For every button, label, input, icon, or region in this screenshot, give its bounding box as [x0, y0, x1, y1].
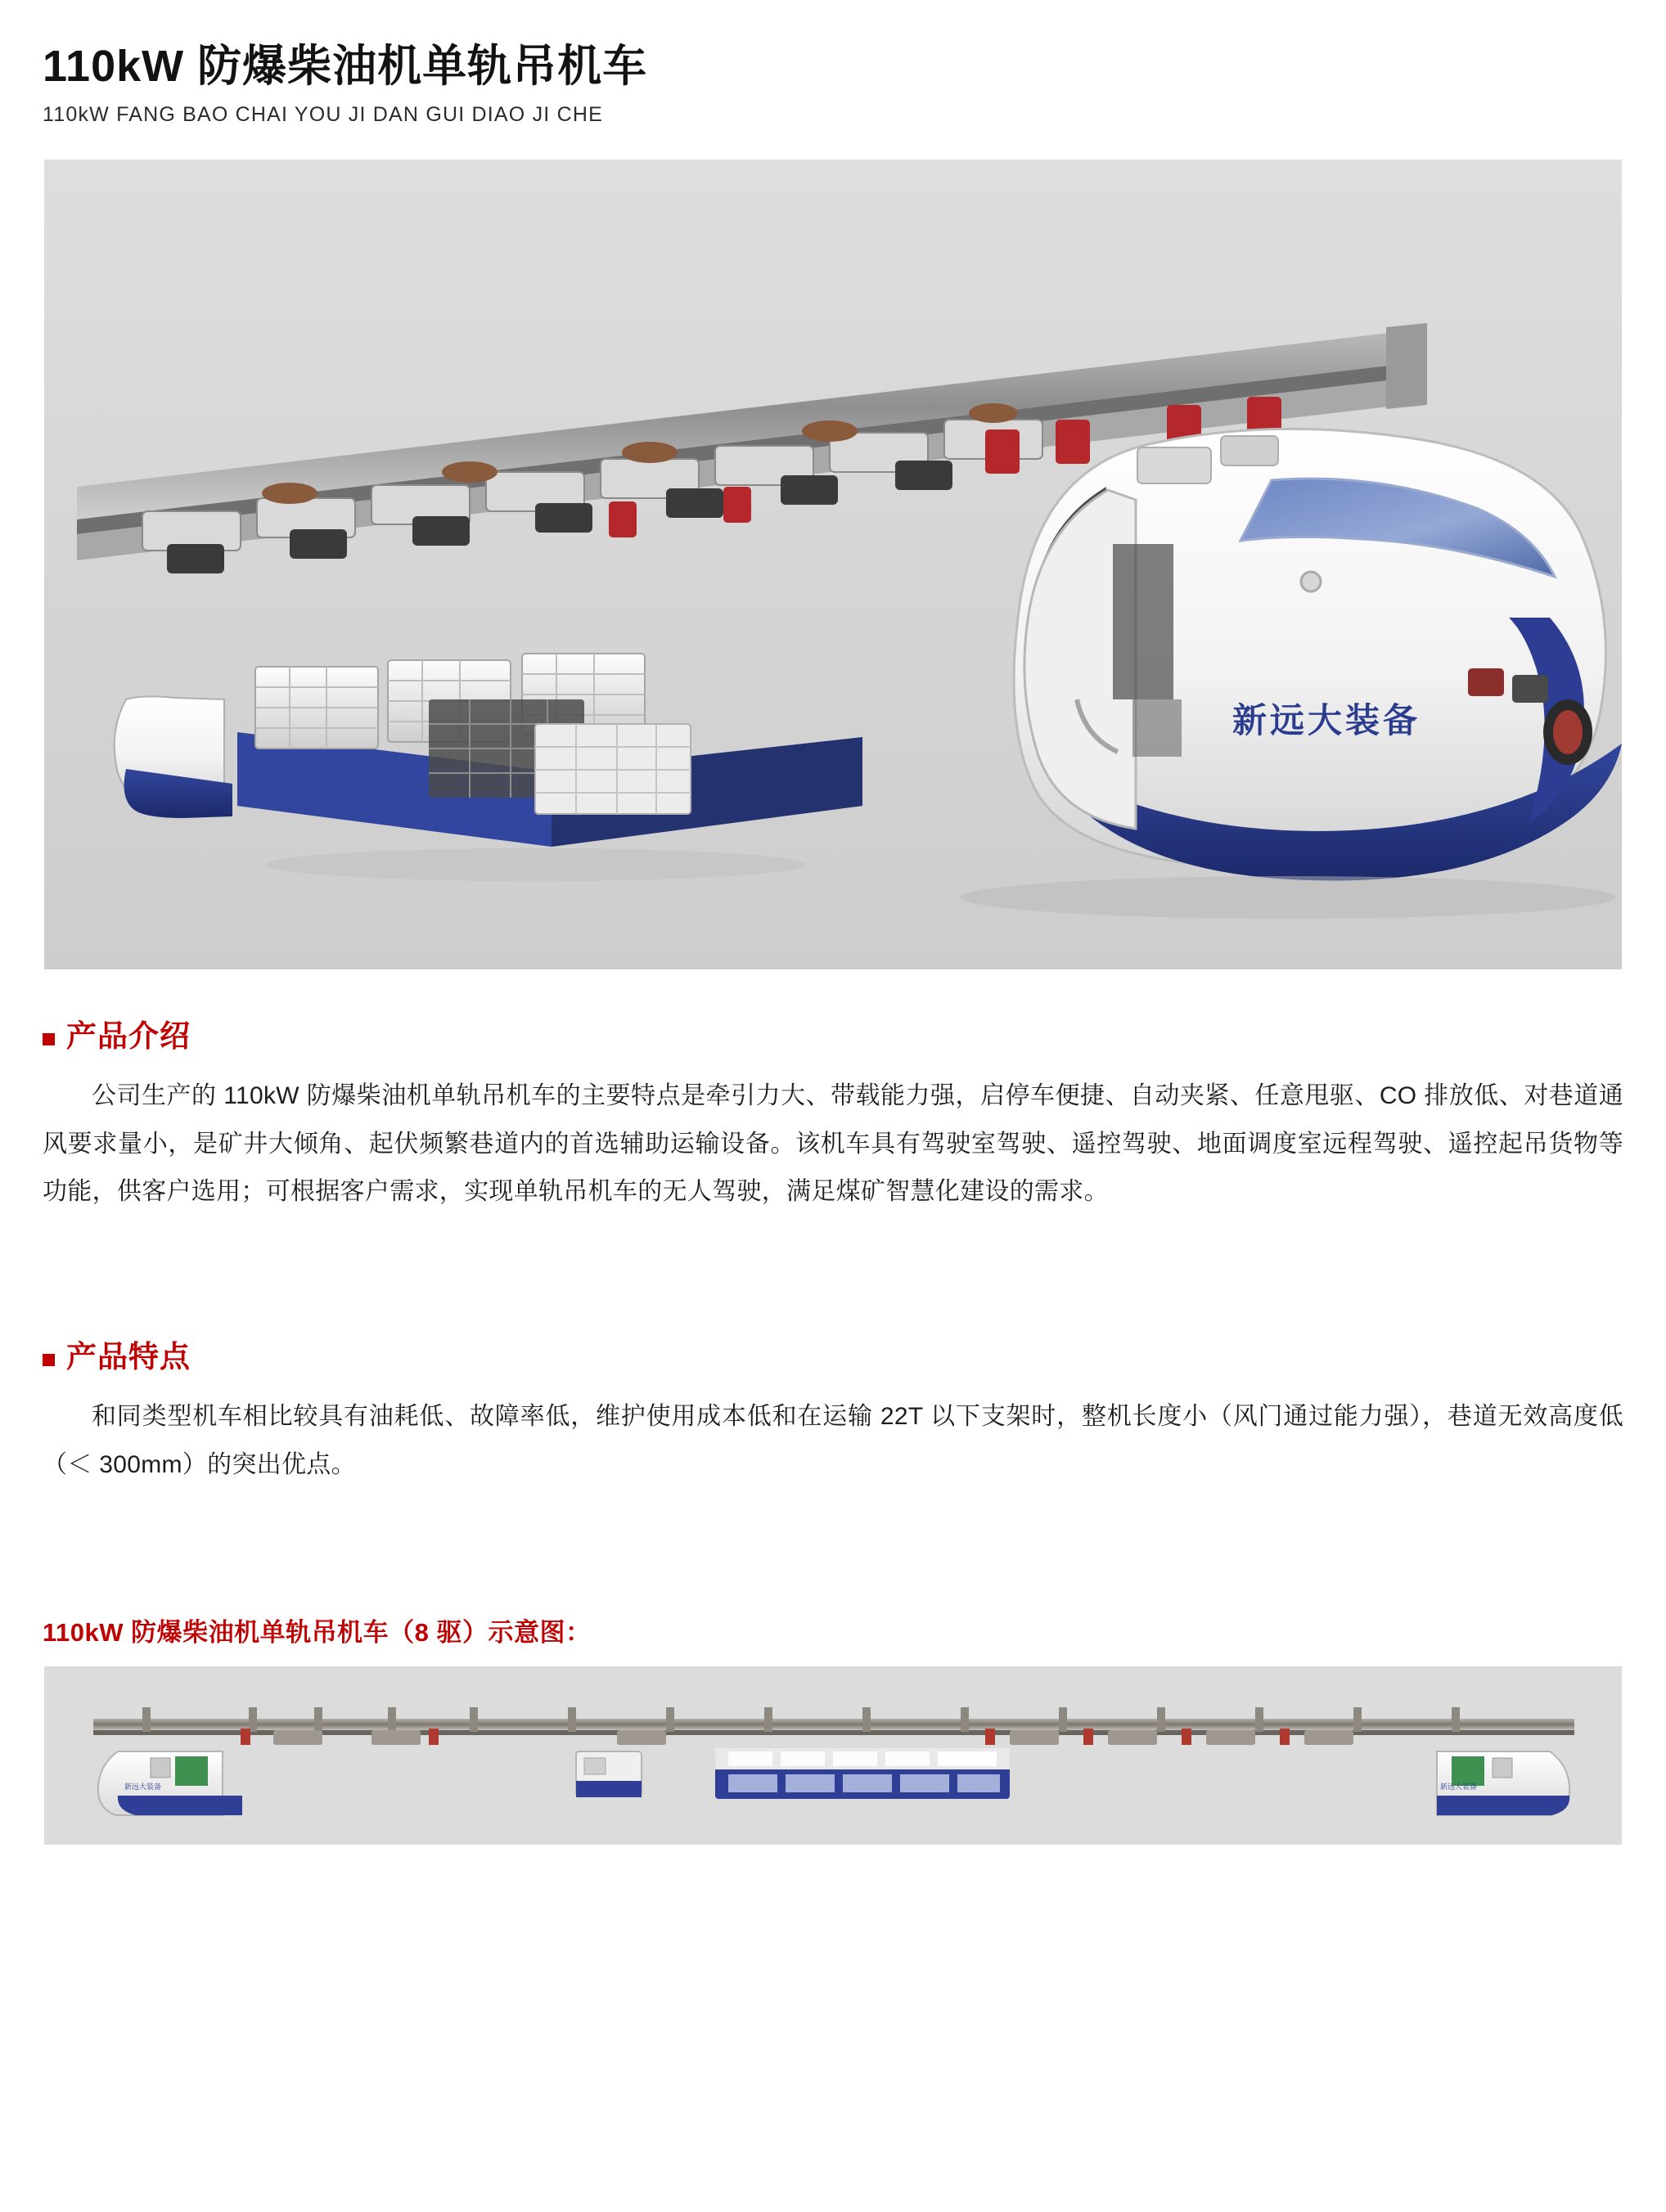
square-bullet-icon: [43, 1033, 55, 1045]
schematic-left-cab-branding: 新远大装备: [124, 1783, 162, 1792]
spacer: [43, 1216, 1623, 1339]
page-subtitle: 110kW FANG BAO CHAI YOU JI DAN GUI DIAO JI CHE: [43, 103, 603, 127]
square-bullet-icon: [43, 1354, 55, 1366]
schematic-right-cab-branding: 新远大装备: [1440, 1783, 1478, 1792]
spacer: [43, 1489, 1623, 1612]
section-body-text: 公司生产的 110kW 防爆柴油机单轨吊机车的主要特点是牵引力大、带载能力强，启停车便捷、自动夹紧、任意甩驱、CO 排放低、对巷道通风要求量小，是矿井大倾角、起伏频繁巷道内的首选辅助运输设备。该机车具有驾驶室驾驶、遥控驾驶、地面调度室远程驾驶、遥控起吊货物等功能，供客户选用；可根据客户需求，实现单轨吊机车的无人驾驶，满足煤矿智慧化建设的需求。: [43, 1082, 1623, 1206]
hero-product-image: [44, 160, 1622, 969]
section-title-text: 产品特点: [66, 1339, 191, 1374]
schematic-image: [44, 1666, 1622, 1845]
cab-branding-text: 新远大装备: [1232, 701, 1421, 740]
section-body-text: 和同类型机车相比较具有油耗低、故障率低，维护使用成本低和在运输 22T 以下支架时，整机长度小（风门通过能力强），巷道无效高度低（＜ 300mm）的突出优点。: [43, 1403, 1623, 1478]
hero-illustration: [44, 160, 1622, 969]
schematic-caption: 110kW 防爆柴油机单轨吊机车（8 驱）示意图：: [43, 1618, 592, 1648]
section-heading: [43, 1018, 1623, 1054]
section-title-text: 产品介绍: [66, 1019, 191, 1054]
schematic-illustration: [44, 1666, 1622, 1845]
section-heading: [43, 1339, 1623, 1375]
page-title: 110kW 防爆柴油机单轨吊机车: [43, 42, 648, 91]
section-product-features: [43, 1339, 1623, 1489]
section-product-introduction: [43, 1018, 1623, 1216]
